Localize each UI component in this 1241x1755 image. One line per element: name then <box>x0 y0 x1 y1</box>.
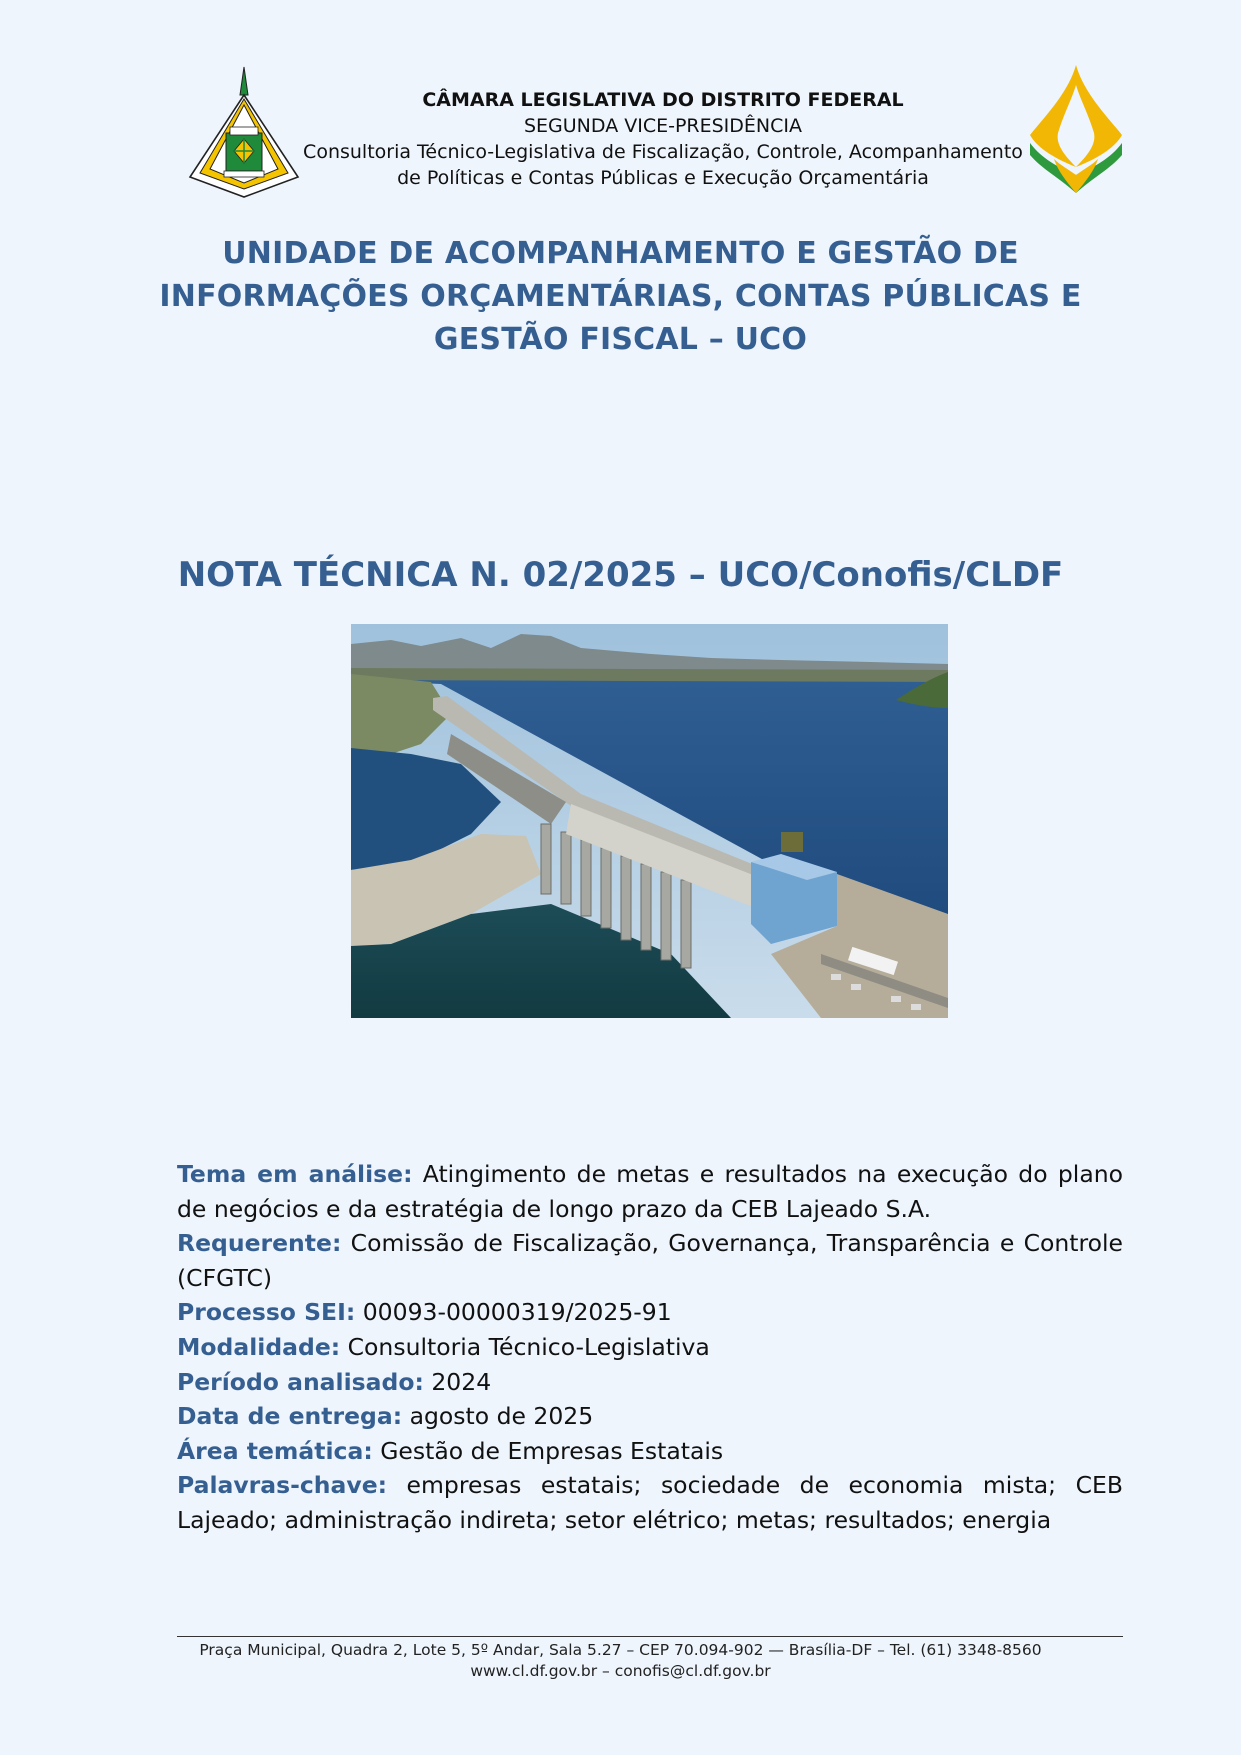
consultoria-line-2: de Políticas e Contas Públicas e Execução Orçamentária <box>397 167 929 189</box>
cldf-logo-icon <box>1028 63 1124 197</box>
org-name: CÂMARA LEGISLATIVA DO DISTRITO FEDERAL <box>422 89 904 111</box>
footer-address: Praça Municipal, Quadra 2, Lote 5, 5º Andar, Sala 5.27 – CEP 70.094-902 — Brasília-DF – Tel. (61) 3348-8560 <box>199 1641 1042 1659</box>
meta-modalidade <box>177 1330 1123 1365</box>
meta-data-entrega <box>177 1399 1123 1434</box>
unit-title-line-1: UNIDADE DE ACOMPANHAMENTO E GESTÃO DE <box>222 236 1019 271</box>
meta-requerente <box>177 1226 1123 1295</box>
meta-palavras-chave-value: empresas estatais; sociedade de economia mista; CEB Lajeado; administração indireta; setor elétrico; metas; resultados; energia <box>177 1471 1123 1534</box>
meta-data-entrega-value: agosto de 2025 <box>402 1402 594 1431</box>
meta-processo <box>177 1295 1123 1330</box>
meta-modalidade-label: Modalidade: <box>177 1332 341 1361</box>
meta-palavras-chave-label: Palavras-chave: <box>177 1471 388 1500</box>
meta-requerente-value: Comissão de Fiscalização, Governança, Transparência e Controle (CFGTC) <box>177 1229 1123 1292</box>
meta-tema <box>177 1157 1123 1226</box>
header-text-block <box>300 87 1026 191</box>
unit-title-line-3: GESTÃO FISCAL – UCO <box>433 322 808 357</box>
page-footer <box>100 1640 1141 1682</box>
meta-periodo-value: 2024 <box>423 1367 492 1396</box>
nota-tecnica-title: NOTA TÉCNICA N. 02/2025 – UCO/Conofis/CLDF <box>177 555 1064 595</box>
meta-periodo <box>177 1365 1123 1400</box>
metadata-block <box>177 1157 1123 1538</box>
unit-title-line-2: INFORMAÇÕES ORÇAMENTÁRIAS, CONTAS PÚBLICAS E <box>159 279 1082 314</box>
meta-tema-label: Tema em análise: <box>177 1160 413 1188</box>
meta-palavras-chave <box>177 1468 1123 1537</box>
unit-title <box>150 232 1091 361</box>
meta-periodo-label: Período analisado: <box>177 1367 424 1396</box>
footer-divider <box>177 1636 1123 1637</box>
meta-data-entrega-label: Data de entrega: <box>177 1402 403 1431</box>
division-name: SEGUNDA VICE-PRESIDÊNCIA <box>523 115 802 137</box>
meta-requerente-label: Requerente: <box>177 1229 342 1258</box>
footer-contact: www.cl.df.gov.br – conofis@cl.df.gov.br <box>470 1662 771 1680</box>
meta-area-tematica-value: Gestão de Empresas Estatais <box>372 1436 724 1465</box>
meta-processo-label: Processo SEI: <box>177 1298 356 1327</box>
dam-photo <box>351 624 948 1018</box>
meta-modalidade-value: Consultoria Técnico-Legislativa <box>340 1332 710 1361</box>
document-header <box>0 60 1241 210</box>
df-coat-of-arms-icon <box>188 65 300 201</box>
meta-area-tematica <box>177 1434 1123 1469</box>
meta-processo-value: 00093-00000319/2025-91 <box>355 1298 672 1327</box>
meta-tema-value: Atingimento de metas e resultados na execução do plano de negócios e da estratégia de longo prazo da CEB Lajeado S.A. <box>177 1160 1124 1223</box>
meta-area-tematica-label: Área temática: <box>177 1436 373 1465</box>
consultoria-line-1: Consultoria Técnico-Legislativa de Fiscalização, Controle, Acompanhamento <box>303 141 1023 163</box>
